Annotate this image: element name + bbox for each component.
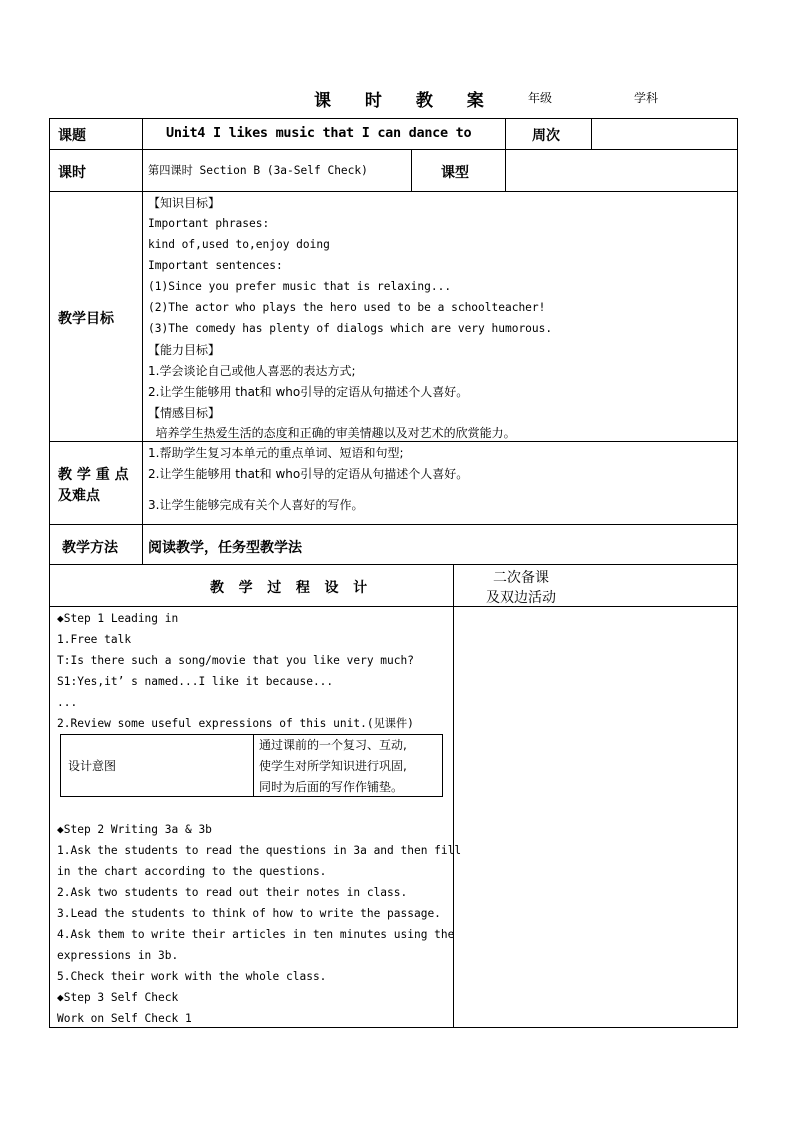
design-intent-line: 同时为后面的写作作铺垫。 [259, 780, 404, 794]
objectives-label: 教学目标 [58, 311, 114, 327]
process-header: 教 学 过 程 设 计 [210, 580, 368, 596]
page-title: 课 时 教 案 [314, 91, 498, 111]
step-line: expressions in 3b. [57, 949, 179, 962]
topic-label: 课题 [58, 128, 86, 144]
objective-line: 培养学生热爱生活的态度和正确的审美情趣以及对艺术的欣赏能力。 [148, 426, 516, 440]
step-line: S1:Yes,it’ s named...I like it because... [57, 675, 334, 688]
step-line: 2.Ask two students to read out their notes in class. [57, 886, 408, 899]
design-intent-line: 通过课前的一个复习、互动, [259, 738, 407, 752]
key-point-line: 1.帮助学生复习本单元的重点单词、短语和句型; [148, 446, 404, 460]
side-header-line2: 及双边活动 [486, 590, 556, 606]
objective-line: Important phrases: [148, 217, 270, 230]
objective-line: (1)Since you prefer music that is relaxing... [148, 280, 452, 293]
step-line: 1.Ask the students to read the questions in 3a and then fill [57, 844, 462, 857]
key-points-label-2: 及难点 [58, 488, 100, 504]
method-label: 教学方法 [62, 540, 118, 556]
week-label: 周次 [532, 128, 560, 144]
objective-line: (2)The actor who plays the hero used to be a schoolteacher! [148, 301, 546, 314]
objective-line: Important sentences: [148, 259, 283, 272]
step-line: ... [57, 696, 78, 709]
method-value: 阅读教学，任务型教学法 [148, 540, 302, 556]
step-line: 3.Lead the students to think of how to write the passage. [57, 907, 441, 920]
step-line: T:Is there such a song/movie that you like very much? [57, 654, 414, 667]
objective-line: 1.学会谈论自己或他人喜恶的表达方式; [148, 364, 356, 378]
objective-line: 【知识目标】 [148, 196, 221, 210]
design-intent-label: 设计意图 [68, 759, 117, 773]
objective-line: 【情感目标】 [148, 406, 221, 420]
design-intent-line: 使学生对所学知识进行巩固, [259, 759, 407, 773]
objective-line: 2.让学生能够用 that和 who引导的定语从句描述个人喜好。 [148, 385, 469, 399]
step-heading: ◆Step 1 Leading in [57, 612, 179, 625]
side-header-line1: 二次备课 [493, 570, 549, 586]
objective-line: (3)The comedy has plenty of dialogs which are very humorous. [148, 322, 553, 335]
step-heading: ◆Step 2 Writing 3a & 3b [57, 823, 212, 836]
key-point-line: 3.让学生能够完成有关个人喜好的写作。 [148, 498, 364, 512]
subject-label: 学科 [634, 91, 659, 105]
step-line: 2.Review some useful expressions of this unit.(见课件) [57, 717, 414, 730]
objective-line: 【能力目标】 [148, 343, 221, 357]
topic-value: Unit4 I likes music that I can dance to [166, 125, 472, 141]
type-label: 课型 [441, 165, 469, 181]
key-points-label: 教 学 重 点 [58, 467, 129, 483]
period-label: 课时 [58, 165, 86, 181]
step-line: Work on Self Check 1 [57, 1012, 192, 1025]
step-line: in the chart according to the questions. [57, 865, 327, 878]
key-point-line: 2.让学生能够用 that和 who引导的定语从句描述个人喜好。 [148, 467, 469, 481]
period-value: 第四课时 Section B (3a-Self Check) [148, 164, 368, 177]
step-line: 1.Free talk [57, 633, 132, 646]
step-line: 5.Check their work with the whole class. [57, 970, 327, 983]
step-heading: ◆Step 3 Self Check [57, 991, 179, 1004]
grade-label: 年级 [528, 91, 553, 105]
step-line: 4.Ask them to write their articles in ten minutes using the [57, 928, 455, 941]
objective-line: kind of,used to,enjoy doing [148, 238, 330, 251]
